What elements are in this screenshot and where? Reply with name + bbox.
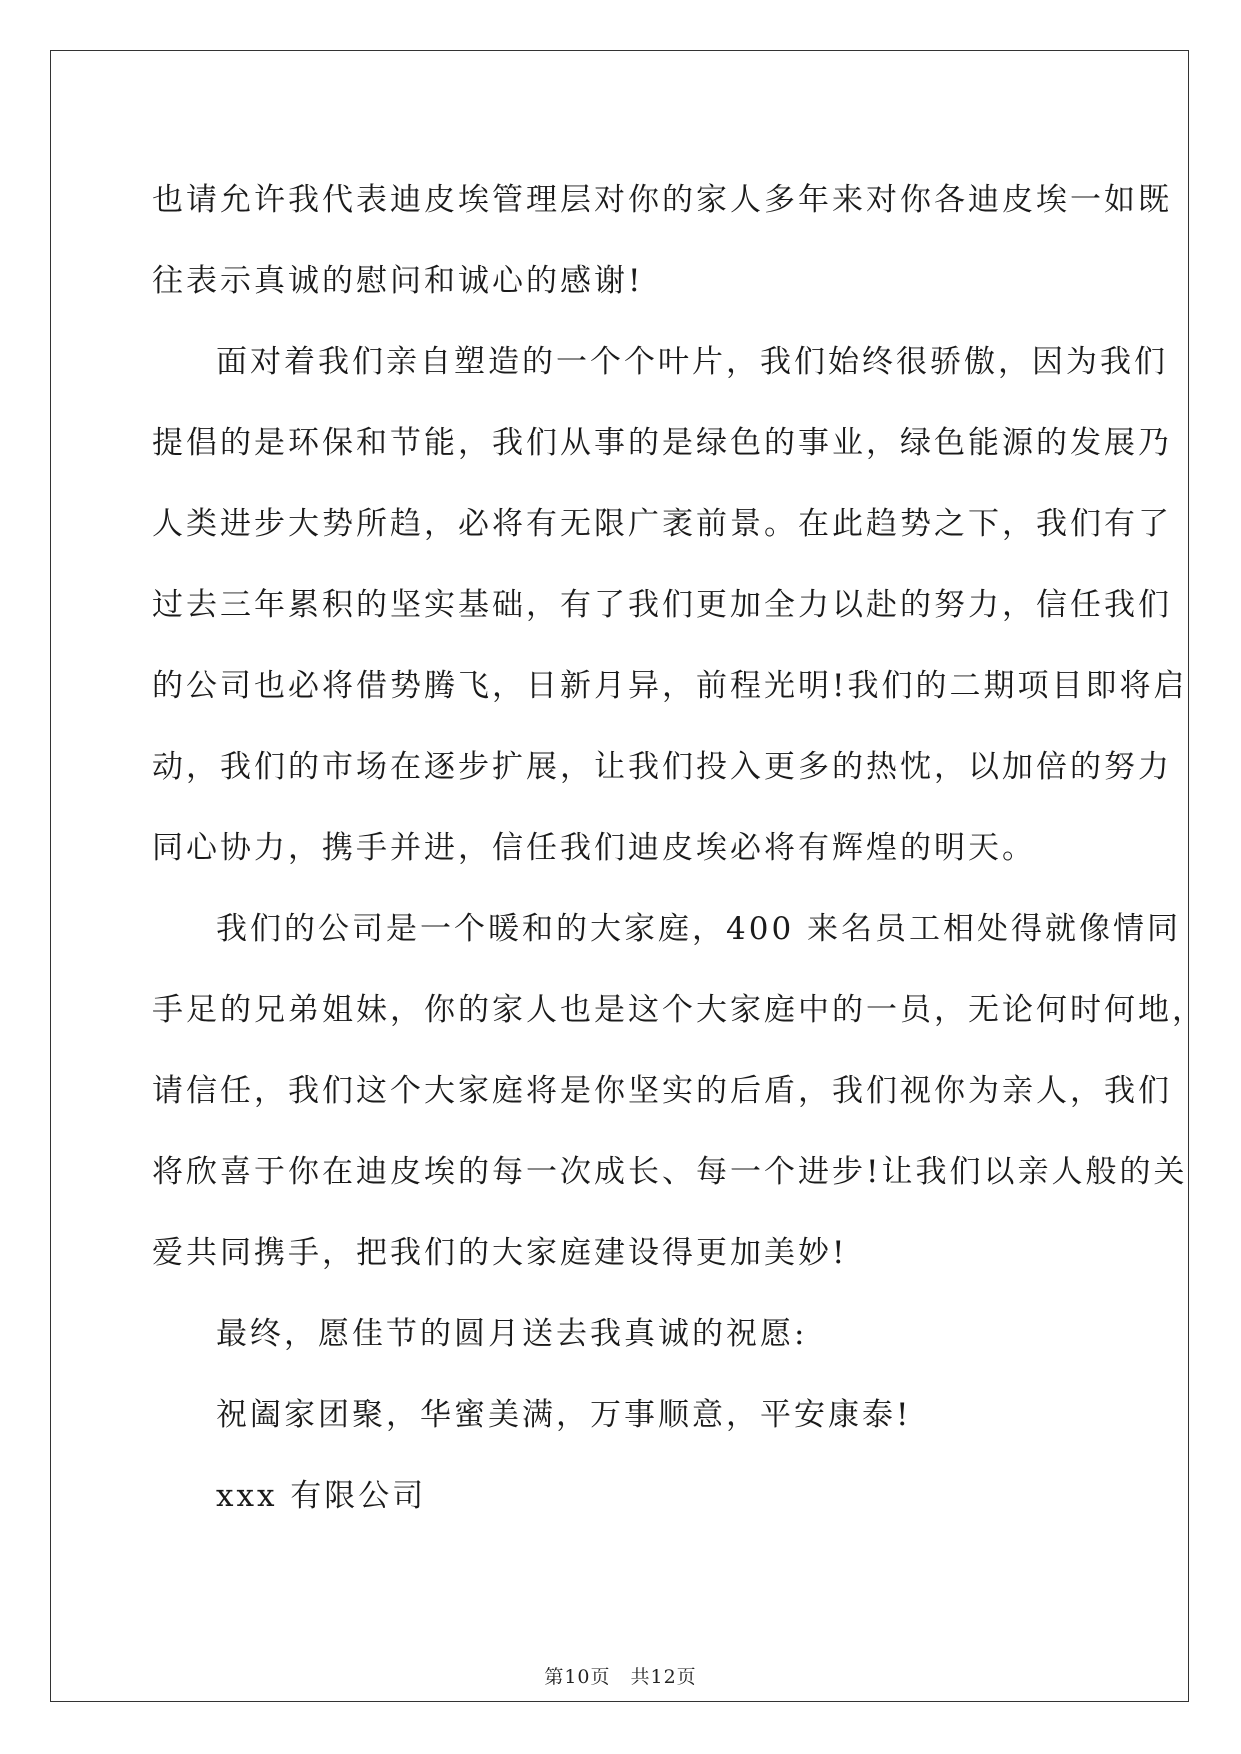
paragraph [152,1294,1092,1375]
company-name: xxx 有限公司 [216,1478,427,1514]
text-line: 将欣喜于你在迪皮埃的每一次成长、每一个进步!让我们以亲人般的关 [152,1154,1188,1190]
text-line: 同心协力，携手并进，信任我们迪皮埃必将有辉煌的明天。 [152,830,1036,866]
text-line: 动，我们的市场在逐步扩展，让我们投入更多的热忱，以加倍的努力 [152,749,1172,785]
paragraph [152,889,1206,1294]
text-line: 往表示真诚的慰问和诚心的感谢! [152,263,644,299]
paragraph [152,160,1172,322]
paragraph [152,322,1188,889]
text-line: 我们的公司是一个暖和的大家庭，400 来名员工相处得就像情同 [216,911,1182,947]
document-body [152,160,1206,1537]
page-footer: 第10页 共12页 [544,1666,697,1688]
text-line: 最终，愿佳节的圆月送去我真诚的祝愿: [216,1316,808,1352]
text-line: 人类进步大势所趋，必将有无限广袤前景。在此趋势之下，我们有了 [152,506,1172,542]
text-line: 提倡的是环保和节能，我们从事的是绿色的事业，绿色能源的发展乃 [152,425,1172,461]
signature [152,1456,1092,1537]
text-line: 手足的兄弟姐妹，你的家人也是这个大家庭中的一员，无论何时何地， [152,992,1206,1028]
text-line: 爱共同携手，把我们的大家庭建设得更加美妙! [152,1235,848,1271]
paragraph [152,1375,1092,1456]
text-line: 祝阖家团聚，华蜜美满，万事顺意，平安康泰! [216,1397,912,1433]
text-line: 面对着我们亲自塑造的一个个叶片，我们始终很骄傲，因为我们 [216,344,1168,380]
text-line: 过去三年累积的坚实基础，有了我们更加全力以赴的努力，信任我们 [152,587,1172,623]
text-line: 请信任，我们这个大家庭将是你坚实的后盾，我们视你为亲人，我们 [152,1073,1172,1109]
text-line: 的公司也必将借势腾飞，日新月异，前程光明!我们的二期项目即将启 [152,668,1188,704]
text-line: 也请允许我代表迪皮埃管理层对你的家人多年来对你各迪皮埃一如既 [152,182,1172,218]
